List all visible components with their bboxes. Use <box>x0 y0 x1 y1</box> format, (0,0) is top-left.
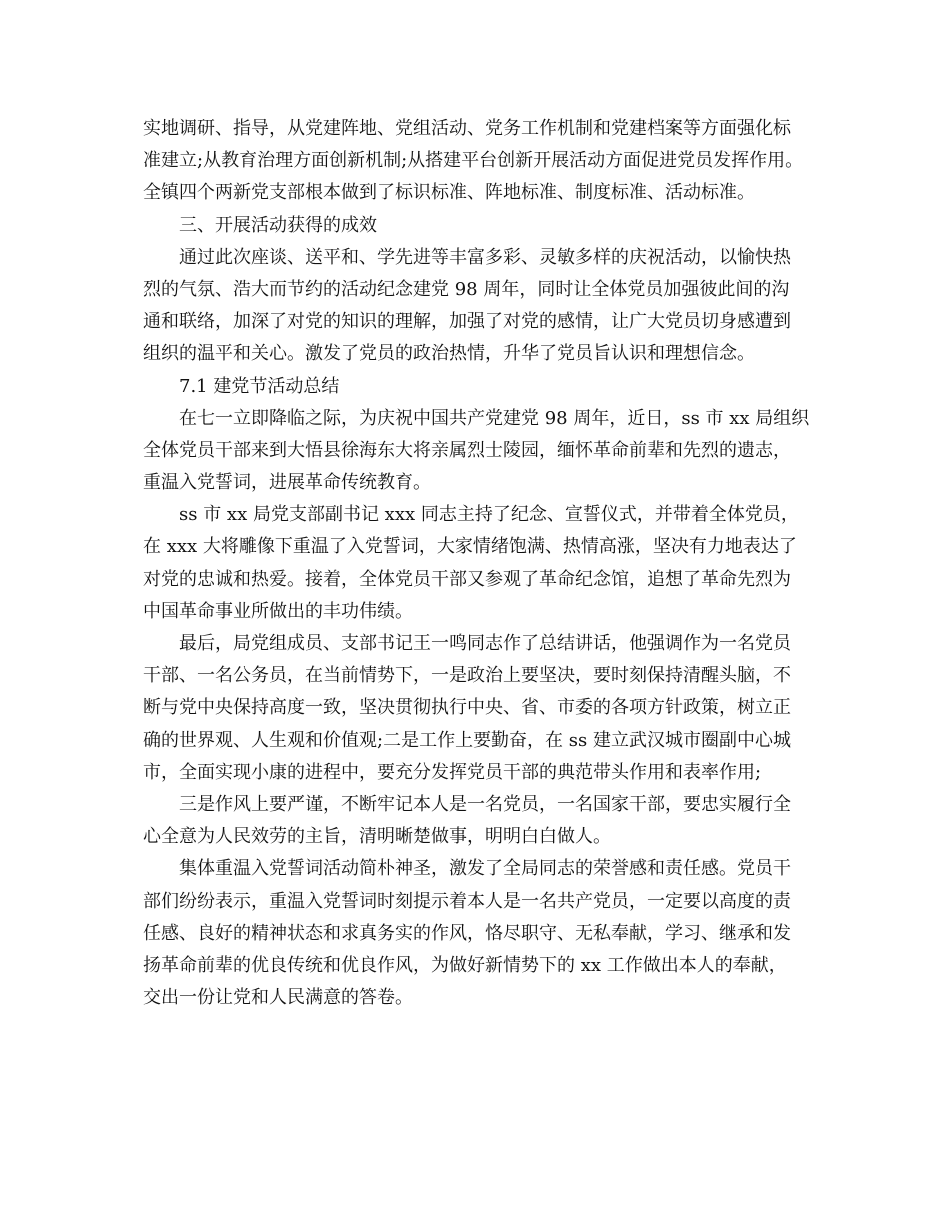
text-line: 集体重温入党誓词活动简朴神圣，激发了全局同志的荣誉感和责任感。党员干 <box>179 858 791 880</box>
text-line: 断与党中央保持高度一致，坚决贯彻执行中央、省、市委的各项方针政策，树立正 <box>143 697 791 719</box>
text-line: 7.1 建党节活动总结 <box>179 375 340 397</box>
text-line: 重温入党誓词，进展革命传统教育。 <box>143 472 431 494</box>
text-line: 通和联络，加深了对党的知识的理解，加强了对党的感情，让广大党员切身感遭到 <box>143 311 791 333</box>
text-line: 准建立;从教育治理方面创新机制;从搭建平台创新开展活动方面促进党员发挥作用。 <box>143 150 804 172</box>
text-line: 中国革命事业所做出的丰功伟绩。 <box>143 600 413 622</box>
document-body <box>143 113 823 1014</box>
text-line: ss 市 xx 局党支部副书记 xxx 同志主持了纪念、宣誓仪式，并带着全体党员， <box>179 504 799 526</box>
text-line: 在 xxx 大将雕像下重温了入党誓词，大家情绪饱满、热情高涨，坚决有力地表达了 <box>143 536 797 558</box>
text-line: 通过此次座谈、送平和、学先进等丰富多彩、灵敏多样的庆祝活动，以愉快热 <box>179 246 791 268</box>
text-line: 全镇四个两新党支部根本做到了标识标准、阵地标准、制度标准、活动标准。 <box>143 182 755 204</box>
text-line: 烈的气氛、浩大而节约的活动纪念建党 98 周年，同时让全体党员加强彼此间的沟 <box>143 278 790 300</box>
text-line: 任感、良好的精神状态和求真务实的作风，恪尽职守、无私奉献，学习、继承和发 <box>143 922 791 944</box>
text-line: 部们纷纷表示，重温入党誓词时刻提示着本人是一名共产党员，一定要以高度的责 <box>143 890 791 912</box>
text-line: 最后，局党组成员、支部书记王一鸣同志作了总结讲话，他强调作为一名党员 <box>179 633 791 654</box>
text-line: 心全意为人民效劳的主旨，清明晰楚做事，明明白白做人。 <box>143 826 611 848</box>
text-line: 市，全面实现小康的进程中，要充分发挥党员干部的典范带头作用和表率作用; <box>143 761 762 783</box>
text-line: 组织的温平和关心。激发了党员的政治热情，升华了党员旨认识和理想信念。 <box>143 343 755 365</box>
text-line: 干部、一名公务员，在当前情势下，一是政治上要坚决，要时刻保持清醒头脑，不 <box>143 665 791 687</box>
text-line: 实地调研、指导，从党建阵地、党组活动、党务工作机制和党建档案等方面强化标 <box>143 118 791 139</box>
text-line: 全体党员干部来到大悟县徐海东大将亲属烈士陵园，缅怀革命前辈和先烈的遗志， <box>143 439 791 461</box>
text-line: 对党的忠诚和热爱。接着，全体党员干部又参观了革命纪念馆，追想了革命先烈为 <box>143 568 791 590</box>
text-line: 扬革命前辈的优良传统和优良作风，为做好新情势下的 xx 工作做出本人的奉献， <box>143 954 787 976</box>
text-line: 三、开展活动获得的成效 <box>179 214 377 236</box>
text-line: 三是作风上要严谨，不断牢记本人是一名党员，一名国家干部，要忠实履行全 <box>179 793 791 815</box>
text-line: 交出一份让党和人民满意的答卷。 <box>143 987 413 1009</box>
text-line: 在七一立即降临之际，为庆祝中国共产党建党 98 周年，近日，ss 市 xx 局组织 <box>179 407 810 429</box>
text-line: 确的世界观、人生观和价值观;二是工作上要勤奋，在 ss 建立武汉城市圈副中心城 <box>143 729 791 751</box>
